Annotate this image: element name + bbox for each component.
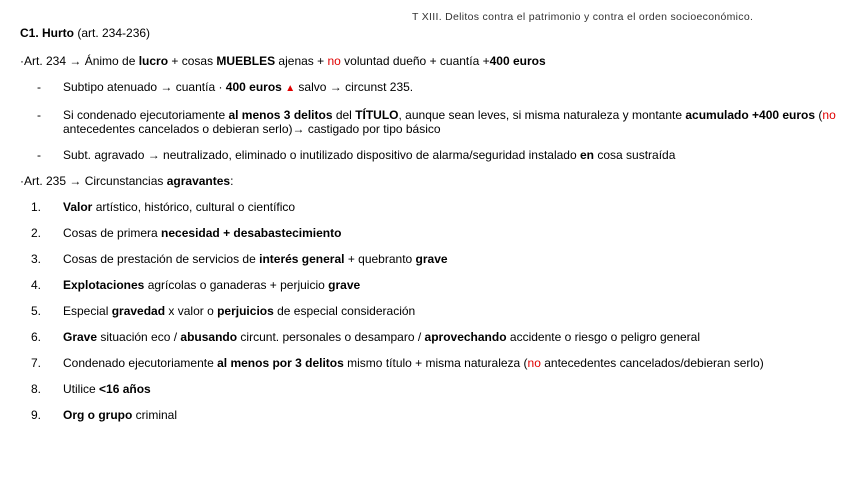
bold-text: TÍTULO [355,108,399,122]
bold-text: en [579,148,594,162]
text: Cosas de primera [63,226,162,240]
list-item [20,252,840,266]
text: salvo → circunst 235. [295,80,414,94]
document-body [20,26,840,434]
text: ·Art. 234 → Ánimo de [20,54,139,68]
text: Especial [63,304,112,318]
text: + quebranto [344,252,416,266]
bold-text: necesidad + desabastecimiento [161,226,342,240]
bold-text: lucro [138,54,169,68]
text: del [332,108,356,122]
text: Utilice [63,382,100,396]
text: circunt. personales o desamparo / [237,330,425,344]
text: voluntad dueño + cuantía + [340,54,490,68]
item-number: 3. [31,252,42,266]
section-name: C1. Hurto [20,26,74,40]
bold-text: grave [415,252,448,266]
bold-text: acumulado +400 euros [685,108,816,122]
text: antecedentes cancelados/debieran serlo) [540,356,764,370]
bold-text: al menos por 3 delitos [217,356,344,370]
item-number: 2. [31,226,42,240]
text: accidente o riesgo o peligro general [506,330,701,344]
bold-text: aprovechando [424,330,507,344]
item-number: 4. [31,278,42,292]
dash-bullet: - [37,108,41,122]
dash-bullet: - [37,80,41,94]
text: ·Art. 235 → Circunstancias [20,174,167,188]
item-number: 8. [31,382,42,396]
list-item [20,330,840,344]
item-number: 1. [31,200,42,214]
text: situación eco / [97,330,181,344]
list-item [20,200,840,214]
text: Si condenado ejecutoriamente [63,108,229,122]
text: · [218,80,226,94]
text: artístico, histórico, cultural o científico [92,200,296,214]
section-range: (art. 234-236) [77,26,151,40]
bold-text: Valor [63,200,93,214]
text: ajenas + [275,54,328,68]
bold-text: Explotaciones [63,278,145,292]
bold-text: al menos 3 delitos [228,108,333,122]
list-item [20,382,840,396]
bold-text: 400 euros [489,54,546,68]
bold-text: perjuicios [217,304,274,318]
red-no: no [822,108,836,122]
text: agrícolas o ganaderas + perjuicio [144,278,329,292]
bold-text: abusando [180,330,238,344]
bold-text: agravantes [166,174,231,188]
text: Condenado ejecutoriamente [63,356,218,370]
text: Subtipo atenuado → cuantía [63,80,219,94]
bold-text: interés general [259,252,345,266]
list-item [20,278,840,292]
section-title [20,26,840,40]
subtype-attenuated [20,80,840,96]
art-234-line [20,54,840,68]
red-no: no [527,356,541,370]
list-item [20,408,840,422]
bold-text: grave [328,278,361,292]
item-number: 7. [31,356,42,370]
text: antecedentes cancelados o debieran serlo)→ castigado por tipo básico [63,122,441,136]
bold-text: <16 años [99,382,151,396]
text: criminal [132,408,177,422]
item-number: 6. [31,330,42,344]
warning-triangle-icon: ▲ [285,83,296,94]
item-number: 5. [31,304,42,318]
text: x valor o [165,304,218,318]
subtype-aggravated [20,148,840,162]
text: mismo título + misma naturaleza ( [343,356,528,370]
item-number: 9. [31,408,42,422]
bold-text: gravedad [111,304,166,318]
subtype-recidivism [20,108,840,136]
text: : [230,174,234,188]
red-no: no [327,54,341,68]
text: Cosas de prestación de servicios de [63,252,260,266]
art-235-line [20,174,840,188]
bold-text: MUEBLES [216,54,276,68]
bold-text: 400 euros [225,80,282,94]
text: de especial consideración [273,304,416,318]
bold-text: Grave [63,330,98,344]
text: ( [815,108,823,122]
list-item [20,356,840,370]
bold-text: Org o grupo [63,408,133,422]
page-header: T XIII. Delitos contra el patrimonio y contra el orden socioeconómico. [412,11,754,23]
list-item [20,226,840,240]
text: , aunque sean leves, si misma naturaleza y montante [398,108,686,122]
text: cosa sustraída [594,148,676,162]
list-item [20,304,840,318]
text: Subt. agravado → neutralizado, eliminado o inutilizado dispositivo de alarma/seguridad instalado [63,148,580,162]
text: + cosas [168,54,217,68]
dash-bullet: - [37,148,41,162]
